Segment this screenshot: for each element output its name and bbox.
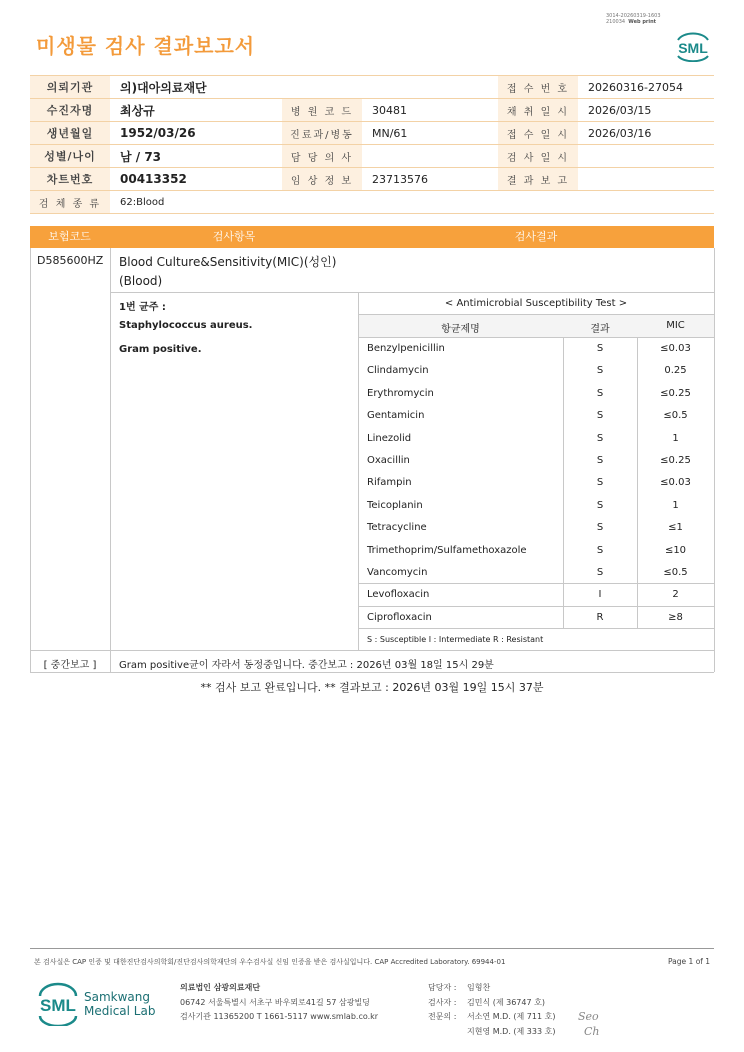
info-label: 담 당 의 사 [282, 145, 362, 168]
info-label: 의뢰기관 [30, 76, 110, 99]
patient-info-row [30, 99, 714, 122]
divider-legend [358, 628, 359, 650]
org-contact: 검사기관 11365200 T 1661-5117 www.smlab.co.kr [180, 1012, 379, 1021]
divider-code [110, 248, 111, 672]
final-report-text: ** 검사 보고 완료입니다. ** 결과보고 : 2026년 03월 19일 15시 37분 [200, 681, 544, 695]
antibiotic-mic: ≤1 [668, 522, 683, 534]
antibiotic-result: S [596, 567, 604, 578]
patient-info-table [30, 75, 714, 214]
antibiotic-result: S [596, 410, 604, 422]
footer-logo-text: SML [40, 996, 76, 1015]
signature-2: Ch [584, 1025, 600, 1038]
print-info-label: Web print [628, 19, 657, 25]
divider-item [358, 292, 359, 628]
border-right [714, 248, 715, 672]
antibiotic-result: S [596, 387, 604, 399]
specimen-label: 검 체 종 류 [30, 191, 110, 214]
print-info-line1: 3014-20260319-1603 [606, 13, 661, 19]
print-info-line2: 210034 [606, 19, 626, 25]
patient-info-row [30, 76, 714, 99]
antibiotic-name: Rifampin [367, 477, 412, 489]
header-test-result: 검사결과 [514, 230, 558, 243]
antibiotic-result: S [596, 477, 604, 489]
antibiotic-mic: ≤0.03 [660, 477, 691, 489]
signature-1: Seo [578, 1010, 599, 1023]
info-label: 병 원 코 드 [282, 99, 362, 122]
organism-number: 1번 균주 : [119, 302, 166, 313]
patient-info-row [30, 168, 714, 191]
patient-info-row [30, 145, 714, 168]
test-specimen: (Blood) [119, 274, 163, 288]
info-label: 차트번호 [30, 168, 110, 191]
info-label: 결 과 보 고 [498, 168, 578, 191]
test-name: Blood Culture&Sensitivity(MIC)(성인) [119, 255, 337, 269]
info-value [578, 168, 714, 191]
antibiotic-name: Tetracycline [367, 522, 427, 534]
info-label: 진료과/병동 [282, 122, 362, 145]
antibiotic-name: Clindamycin [367, 365, 429, 377]
antibiotic-mic: 0.25 [664, 365, 687, 377]
logo-top-text: SML [678, 40, 708, 56]
info-value: 남 / 73 [110, 145, 282, 168]
antibiotic-result: S [596, 544, 604, 556]
info-label: 수진자명 [30, 99, 110, 122]
report-title: 미생물 검사 결과보고서 [36, 34, 256, 58]
organism-name: Staphylococcus aureus. [119, 320, 253, 331]
info-value: 23713576 [362, 168, 498, 191]
staff-name: 서소연 M.D. (제 711 호) [467, 1012, 556, 1021]
antibiotic-result: S [596, 432, 604, 444]
antibiotic-name: Erythromycin [367, 387, 434, 399]
print-info [606, 13, 661, 25]
antibiotic-name: Teicoplanin [367, 499, 423, 511]
patient-info-row [30, 122, 714, 145]
header-insurance-code: 보험코드 [48, 230, 91, 243]
line-quinolone [358, 583, 714, 584]
antibiotic-mic: ≥8 [668, 611, 683, 623]
info-value: 최상규 [110, 99, 282, 122]
info-label: 채 취 일 시 [498, 99, 578, 122]
line-interim [30, 650, 714, 651]
info-value [578, 145, 714, 168]
antibiotic-name: Benzylpenicillin [367, 343, 445, 354]
antibiotic-result: S [596, 343, 604, 354]
interim-text: Gram positive균이 자라서 동정중입니다. 중간보고 : 2026년 03월 18일 15시 29분 [119, 660, 494, 672]
results-header [30, 226, 714, 248]
antibiotic-mic: ≤10 [664, 544, 687, 556]
antibiotic-mic: ≤0.25 [660, 455, 691, 466]
divider-mic [637, 314, 638, 628]
info-label: 접 수 일 시 [498, 122, 578, 145]
antibiotic-name: Levofloxacin [367, 589, 430, 601]
info-value [362, 145, 498, 168]
line-legend [358, 628, 714, 629]
col-result: 결과 [590, 324, 610, 335]
antibiotic-result: I [598, 589, 602, 601]
specimen-value: 62:Blood [110, 191, 714, 214]
line-ab-top [358, 337, 714, 338]
line-ast-top [110, 292, 714, 293]
antibiotic-name: Gentamicin [367, 410, 425, 422]
info-label: 성별/나이 [30, 145, 110, 168]
antibiotic-mic: ≤0.25 [660, 387, 691, 399]
antibiotic-name: Vancomycin [367, 567, 428, 578]
antibiotic-mic: ≤0.03 [660, 343, 691, 354]
line-cipro [358, 606, 714, 607]
staff-role: 검사자 : [428, 997, 457, 1007]
footer-divider [30, 948, 714, 949]
antibiotic-result: S [596, 365, 604, 377]
ast-title: < Antimicrobial Susceptibility Test > [444, 298, 628, 309]
logo-name-1: Samkwang [84, 990, 150, 1004]
info-label: 검 사 일 시 [498, 145, 578, 168]
col-mic: MIC [666, 320, 685, 331]
info-value: 00413352 [110, 168, 282, 191]
insurance-code: D585600HZ [37, 254, 104, 267]
footer-logo-name [84, 990, 155, 1018]
gram-stain: Gram positive. [119, 344, 202, 355]
antibiotic-result: S [596, 455, 604, 466]
certification-note: 본 검사실은 CAP 인증 및 대한진단검사의학회/진단검사의학재단의 우수검사실 신임 인증을 받은 검사실입니다. CAP Accredited Laboratory. 69944-01 [34, 958, 506, 966]
staff-role: 전문의 : [428, 1012, 457, 1021]
info-value: 2026/03/16 [578, 122, 714, 145]
info-label: 접 수 번 호 [498, 76, 578, 99]
staff-name: 김민식 (제 36747 호) [467, 997, 545, 1007]
antibiotic-mic: 1 [672, 432, 679, 444]
antibiotic-mic: ≤0.5 [663, 567, 688, 578]
antibiotic-name: Ciprofloxacin [367, 611, 432, 623]
info-value: 1952/03/26 [110, 122, 282, 145]
info-value: MN/61 [362, 122, 498, 145]
info-value: 30481 [362, 99, 498, 122]
result-legend: S : Susceptible I : Intermediate R : Resistant [367, 635, 544, 645]
footer-logo-icon [36, 980, 80, 1026]
antibiotic-result: S [596, 522, 604, 534]
antibiotic-name: Linezolid [367, 432, 412, 444]
antibiotic-name: Oxacillin [367, 455, 410, 466]
antibiotic-result: R [596, 611, 604, 623]
staff-name: 임형찬 [467, 983, 491, 992]
info-value: 2026/03/15 [578, 99, 714, 122]
divider-res [563, 314, 564, 628]
info-value: 의)대아의료재단 [110, 76, 282, 99]
antibiotic-name: Trimethoprim/Sulfamethoxazole [367, 544, 527, 556]
logo-name-2: Medical Lab [84, 1004, 156, 1018]
org-address: 06742 서울특별시 서초구 바우뫼로41길 57 삼광빌딩 [180, 998, 370, 1007]
antibiotic-mic: ≤0.5 [663, 410, 688, 422]
info-value: 20260316-27054 [578, 76, 714, 99]
interim-label: [ 중간보고 ] [43, 660, 97, 672]
header-test-item: 검사항목 [212, 230, 256, 243]
sml-logo-icon [672, 28, 714, 62]
staff-role: 담당자 : [428, 983, 457, 992]
col-drug-name: 항균제명 [441, 324, 480, 335]
antibiotic-mic: 2 [672, 589, 679, 601]
org-name: 의료법인 삼광의료재단 [180, 983, 261, 992]
antibiotic-result: S [596, 499, 604, 511]
border-left [30, 248, 31, 672]
info-label: 생년월일 [30, 122, 110, 145]
line-bottom [30, 672, 714, 673]
empty-cell [282, 76, 498, 99]
specimen-row [30, 191, 714, 214]
page-number: Page 1 of 1 [668, 957, 711, 966]
staff-name: 지현영 M.D. (제 333 호) [467, 1026, 556, 1036]
info-label: 임 상 정 보 [282, 168, 362, 191]
antibiotic-mic: 1 [672, 499, 679, 511]
